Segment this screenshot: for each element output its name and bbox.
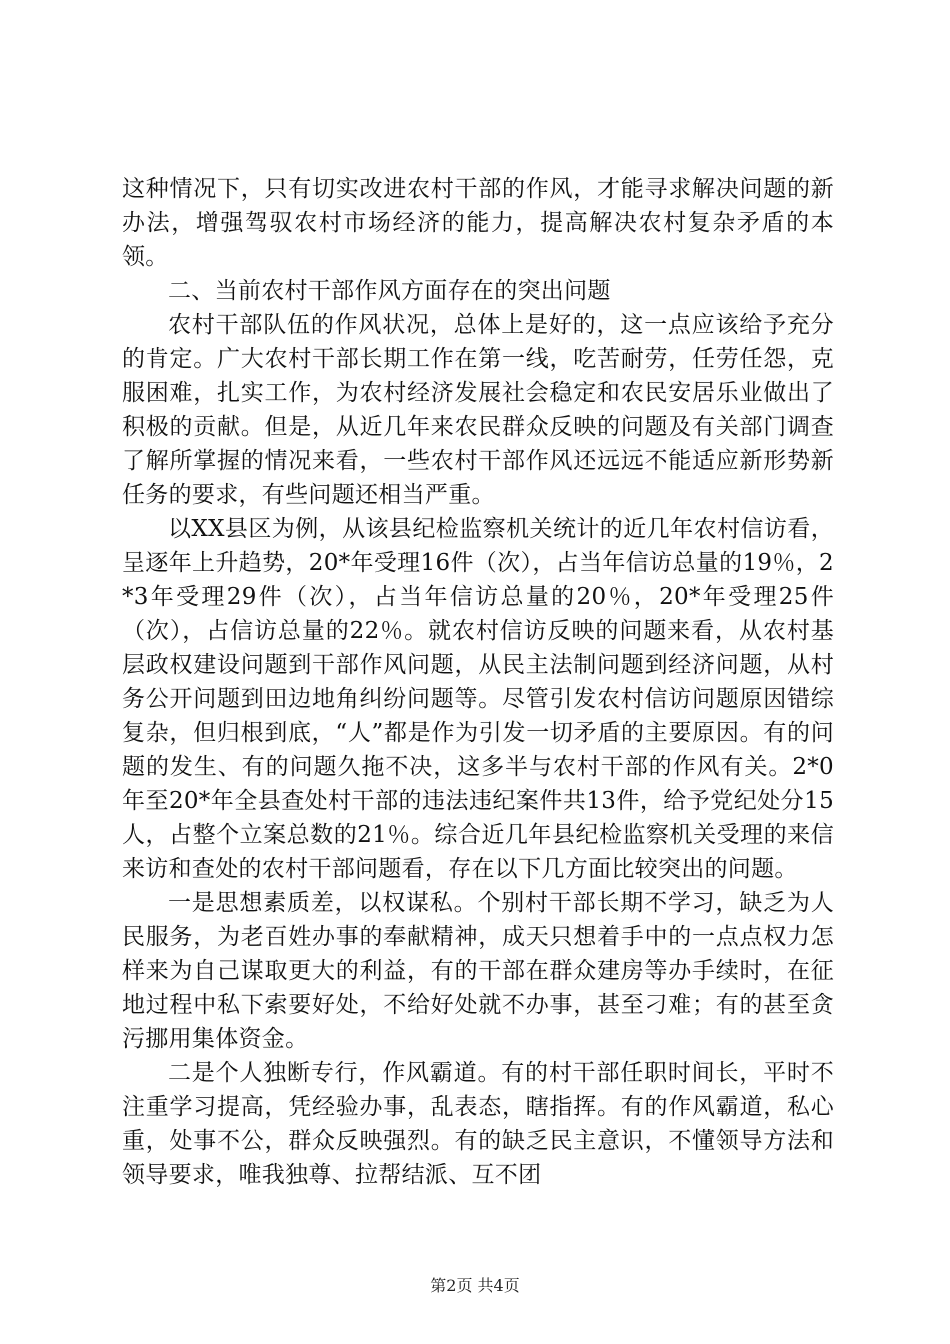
- document-body: [122, 172, 834, 1192]
- paragraph-county-example: 以XX县区为例，从该县纪检监察机关统计的近几年农村信访看，呈逐年上升趋势，20*年受理16件（次），占当年信访总量的19％，2*3年受理29件（次），占当年信访总量的20％，20*年受理25件（次），占信访总量的22％。就农村信访反映的问题来看，从农村基层政权建设问题到干部作风问题，从民主法制问题到经济问题，从村务公开问题到田边地角纠纷问题等。尽管引发农村信访问题原因错综复杂，但归根到底，“人”都是作为引发一切矛盾的主要原因。有的问题的发生、有的问题久拖不决，这多半与农村干部的作风有关。2*0年至20*年全县查处村干部的违法违纪案件共13件，给予党纪处分15人，占整个立案总数的21％。综合近几年县纪检监察机关受理的来信来访和查处的农村干部问题看，存在以下几方面比较突出的问题。: [122, 516, 834, 882]
- section-heading: 二、当前农村干部作风方面存在的突出问题: [168, 278, 611, 304]
- paragraph-overview: 农村干部队伍的作风状况，总体上是好的，这一点应该给予充分的肯定。广大农村干部长期工作在第一线，吃苦耐劳，任劳任怨，克服困难，扎实工作，为农村经济发展社会稳定和农民安居乐业做出了积极的贡献。但是，从近几年来农民群众反映的问题及有关部门调查了解所掌握的情况来看，一些农村干部作风还远远不能适应新形势新任务的要求，有些问题还相当严重。: [122, 312, 834, 508]
- paragraph-problem-two: 二是个人独断专行，作风霸道。有的村干部任职时间长，平时不注重学习提高，凭经验办事，乱表态，瞎指挥。有的作风霸道，私心重，处事不公，群众反映强烈。有的缺乏民主意识，不懂领导方法和领导要求，唯我独尊、拉帮结派、互不团: [122, 1060, 834, 1188]
- paragraph-problem-one: 一是思想素质差，以权谋私。个别村干部长期不学习，缺乏为人民服务，为老百姓办事的奉献精神，成天只想着手中的一点点权力怎样来为自己谋取更大的利益，有的干部在群众建房等办手续时，在征地过程中私下索要好处，不给好处就不办事，甚至刁难；有的甚至贪污挪用集体资金。: [122, 890, 834, 1052]
- page-footer: [0, 1276, 950, 1296]
- page-number-label: 第2页 共4页: [430, 1276, 520, 1295]
- paragraph-continuation: 这种情况下，只有切实改进农村干部的作风，才能寻求解决问题的新办法，增强驾驭农村市场经济的能力，提高解决农村复杂矛盾的本领。: [122, 176, 834, 270]
